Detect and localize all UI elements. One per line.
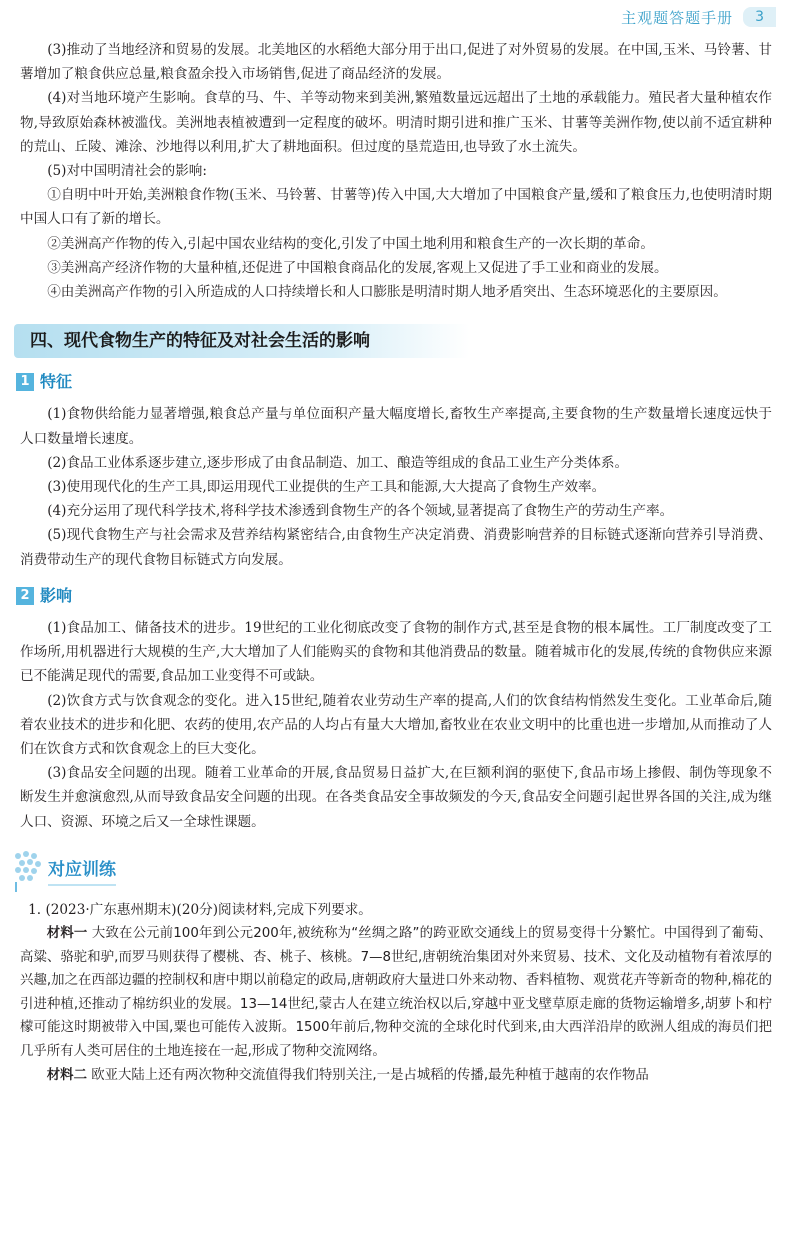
number-badge: 2 — [16, 587, 34, 605]
paragraph: (3)食品安全问题的出现。随着工业革命的开展,食品贸易日益扩大,在巨额利润的驱使下,食品市场上掺假、制伪等现象不断发生并愈演愈烈,从而导致食品安全问题的出现。在各类食品安全事故频发的今天,食品安全问题引起世界各国的关注,成为继人口、资源、环境之后又一全球性课题。 — [20, 765, 772, 830]
training-label: 对应训练 — [48, 858, 116, 886]
material-label: 材料一 — [46, 926, 88, 942]
paragraph: (1)食物供给能力显著增强,粮食总产量与单位面积产量大幅度增长,畜牧生产率提高,主要食物的生产数量增长速度远快于人口数量增长速度。 — [20, 406, 772, 447]
paragraph: (4)充分运用了现代科学技术,将科学技术渗透到食物生产的各个领域,显著提高了食物生产的劳动生产率。 — [47, 503, 674, 520]
sub-heading-title: 特征 — [40, 372, 73, 392]
material-1 — [20, 922, 772, 1064]
paragraph: ①自明中叶开始,美洲粮食作物(玉米、马铃薯、甘薯等)传入中国,大大增加了中国粮食产量,缓和了粮食压力,也使明清时期中国人口有了新的增长。 — [20, 187, 772, 228]
paragraph: ②美洲高产作物的传入,引起中国农业结构的变化,引发了中国土地利用和粮食生产的一次长期的革命。 — [47, 235, 654, 252]
page-content — [20, 38, 772, 1087]
paragraph: (1)食品加工、储备技术的进步。19世纪的工业化彻底改变了食物的制作方式,甚至是食物的根本属性。工厂制度改变了工作场所,用机器进行大规模的生产,大大增加了人们能购买的食物和其他消费品的数量。随着城市化的发展,传统的食物供应来源已不能满足现代的需要,食品加工业变得不可或缺。 — [20, 620, 772, 685]
paragraph: (5)对中国明清社会的影响: — [47, 163, 207, 180]
number-badge: 1 — [16, 373, 34, 391]
page-header — [0, 0, 790, 34]
training-heading — [12, 850, 772, 894]
material-2 — [20, 1064, 772, 1088]
sub-heading-features — [16, 370, 772, 394]
paragraph: (2)食品工业体系逐步建立,逐步形成了由食品制造、加工、酿造等组成的食品工业生产分类体系。 — [47, 454, 629, 471]
sub-heading-impacts — [16, 584, 772, 608]
paragraph: ③美洲高产经济作物的大量种植,还促进了中国粮食商品化的发展,客观上又促进了手工业和商业的发展。 — [47, 259, 668, 276]
section-heading — [14, 324, 470, 358]
paragraph: (3)使用现代化的生产工具,即运用现代工业提供的生产工具和能源,大大提高了食物生产效率。 — [47, 479, 606, 496]
section-title: 四、现代食物生产的特征及对社会生活的影响 — [30, 331, 370, 352]
dots-icon — [12, 850, 46, 894]
paragraph: (5)现代食物生产与社会需求及营养结构紧密结合,由食物生产决定消费、消费影响营养的目标链式逐渐向营养引导消费、消费带动生产的现代食物目标链式方向发展。 — [20, 527, 772, 568]
question-title: 1. (2023·广东惠州期末)(20分)阅读材料,完成下列要求。 — [28, 901, 372, 918]
paragraph: ④由美洲高产作物的引入所造成的人口持续增长和人口膨胀是明清时期人地矛盾突出、生态环境恶化的主要原因。 — [47, 284, 727, 301]
paragraph: (3)推动了当地经济和贸易的发展。北美地区的水稻绝大部分用于出口,促进了对外贸易的发展。在中国,玉米、马铃薯、甘薯增加了粮食供应总量,粮食盈余投入市场销售,促进了商品经济的发展。 — [20, 42, 772, 83]
paragraph: (4)对当地环境产生影响。食草的马、牛、羊等动物来到美洲,繁殖数量远远超出了土地的承载能力。殖民者大量种植农作物,导致原始森林被滥伐。美洲地表植被遭到一定程度的破坏。明清时期引进和推广玉米、甘薯等美洲作物,使以前不适宜耕种的荒山、丘陵、滩涂、沙地得以利用,扩大了耕地面积。但过度的垦荒造田,也导致了水土流失。 — [20, 90, 772, 155]
material-label: 材料二 — [46, 1067, 87, 1083]
page-number: 3 — [743, 7, 776, 27]
paragraph: (2)饮食方式与饮食观念的变化。进入15世纪,随着农业劳动生产率的提高,人们的饮食结构悄然发生变化。工业革命后,随着农业技术的进步和化肥、农药的使用,农产品的人均占有量大大增加,畜牧业在农业文明中的比重也进一步增加,从而推动了人们在饮食方式和饮食观念上的巨大变化。 — [20, 692, 772, 758]
sub-heading-title: 影响 — [40, 585, 73, 605]
header-title: 主观题答题手册 — [621, 8, 734, 27]
material-text: 欧亚大陆上还有两次物种交流值得我们特别关注,一是占城稻的传播,最先种植于越南的农作物品 — [91, 1067, 649, 1083]
material-text: 大致在公元前100年到公元200年,被统称为“丝绸之路”的跨亚欧交通线上的贸易变得十分繁忙。中国得到了葡萄、高粱、骆驼和驴,而罗马则获得了樱桃、杏、桃子、核桃。7—8世纪,唐朝统治集团对外来贸易、技术、文化及动植物有着浓厚的兴趣,加之在西部边疆的控制权和唐中期以前稳定的政局,唐朝政府大量进口外来动物、香料植物、观赏花卉等新奇的物种,棉花的引进种植,还推动了棉纺织业的发展。13—14世纪,蒙古人在建立统治权以后,穿越中亚戈壁草原走廊的货物运输增多,胡萝卜和柠檬可能这时期被带入中国,粟也可能传入波斯。1500年前后,物种交流的全球化时代到来,由大西洋沿岸的欧洲人组成的海员们把几乎所有人类可居住的土地连接在一起,形成了物种交流网络。 — [20, 926, 773, 1060]
